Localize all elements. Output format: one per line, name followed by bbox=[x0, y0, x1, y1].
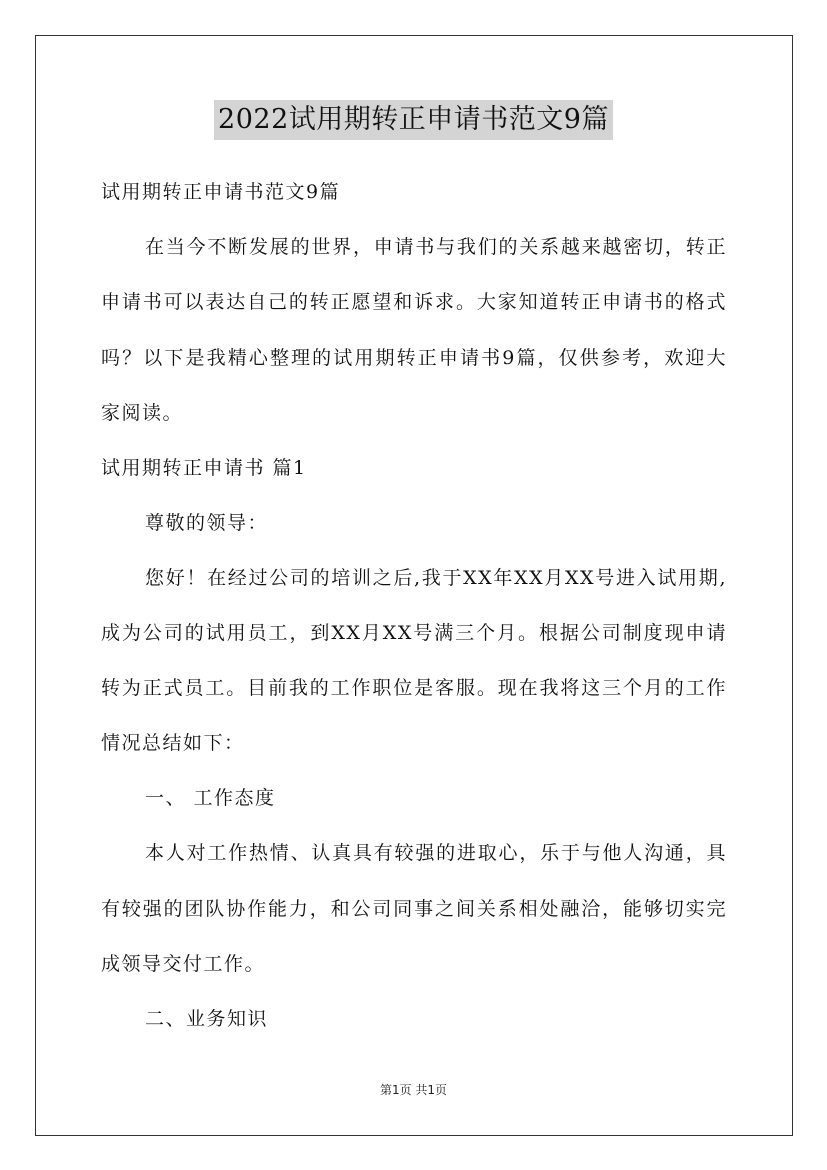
title-area bbox=[0, 100, 827, 140]
paragraph-line: 您好！在经过公司的培训之后,我于XX年XX月XX号进入试用期, bbox=[145, 567, 727, 589]
document-title: 2022试用期转正申请书范文9篇 bbox=[214, 100, 613, 140]
paragraph-line: 有较强的团队协作能力，和公司同事之间关系相处融洽，能够切实完 bbox=[101, 898, 727, 920]
paragraph-line: 家阅读。 bbox=[101, 402, 184, 424]
paragraph-line: 成领导交付工作。 bbox=[101, 953, 266, 975]
paragraph-line: 申请书可以表达自己的转正愿望和诉求。大家知道转正申请书的格式 bbox=[101, 291, 727, 313]
subsection-heading: 二、业务知识 bbox=[145, 1008, 269, 1030]
paragraph-line: 吗？以下是我精心整理的试用期转正申请书9篇，仅供参考，欢迎大 bbox=[101, 347, 727, 369]
paragraph-line: 情况总结如下： bbox=[101, 732, 245, 754]
section-heading: 试用期转正申请书 篇1 bbox=[101, 457, 307, 479]
page-footer: 第1页 共1页 bbox=[379, 1083, 448, 1097]
salutation: 尊敬的领导： bbox=[145, 512, 269, 534]
paragraph-line: 试用期转正申请书范文9篇 bbox=[101, 181, 341, 203]
paragraph-line: 转为正式员工。目前我的工作职位是客服。现在我将这三个月的工作 bbox=[101, 677, 727, 699]
paragraph-line: 本人对工作热情、认真具有较强的进取心，乐于与他人沟通，具 bbox=[145, 842, 727, 864]
paragraph-line: 成为公司的试用员工，到XX月XX号满三个月。根据公司制度现申请 bbox=[101, 622, 727, 644]
paragraph-line: 在当今不断发展的世界，申请书与我们的关系越来越密切，转正 bbox=[145, 236, 727, 258]
subsection-heading: 一、 工作态度 bbox=[145, 787, 276, 809]
